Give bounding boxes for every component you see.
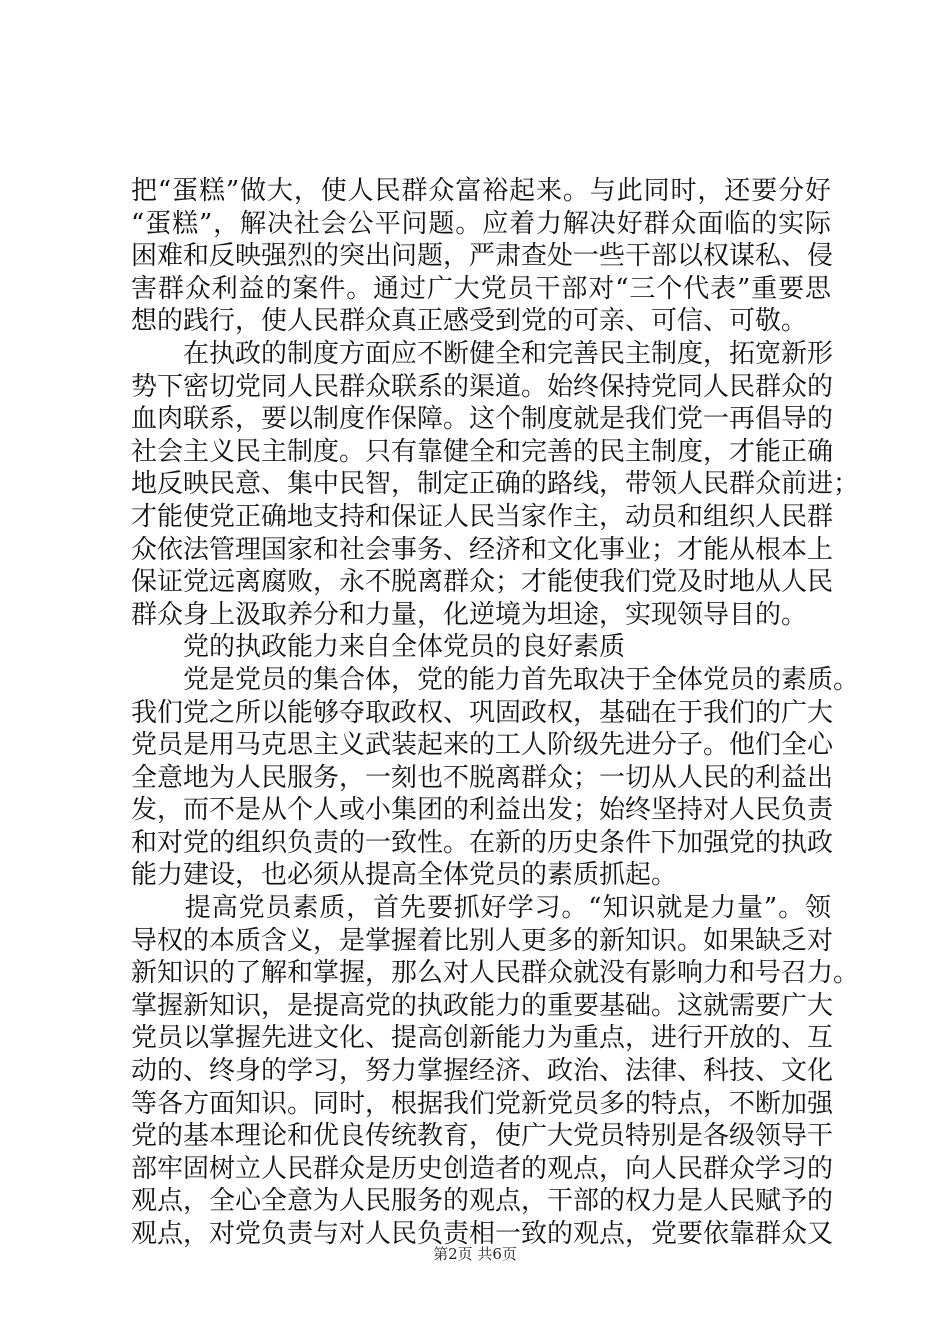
text-line: 社会主义民主制度。只有靠健全和完善的民主制度，才能正确: [131, 436, 834, 467]
text-line: 掌握新知识，是提高党的执政能力的重要基础。这就需要广大: [131, 990, 834, 1021]
text-line: 党员以掌握先进文化、提高创新能力为重点，进行开放的、互: [131, 1023, 834, 1054]
text-line: 地反映民意、集中民智，制定正确的路线，带领人民群众前进；: [131, 469, 860, 500]
text-line: 和对党的组织负责的一致性。在新的历史条件下加强党的执政: [131, 827, 834, 858]
page-footer: [0, 1244, 950, 1264]
text-line: 发，而不是从个人或小集团的利益出发；始终坚持对人民负责: [131, 795, 834, 826]
text-line: 党的基本理论和优良传统教育，使广大党员特别是各级领导干: [131, 1121, 834, 1152]
text-line: 新知识的了解和掌握，那么对人民群众就没有影响力和号召力。: [131, 958, 860, 989]
text-line: 保证党远离腐败，永不脱离群众；才能使我们党及时地从人民: [131, 567, 834, 598]
text-line: 众依法管理国家和社会事务、经济和文化事业；才能从根本上: [131, 534, 834, 565]
text-line: “蛋糕”，解决社会公平问题。应着力解决好群众面临的实际: [131, 208, 831, 239]
text-line: 想的践行，使人民群众真正感受到党的可亲、可信、可敬。: [131, 306, 808, 337]
text-line: 导权的本质含义，是掌握着比别人更多的新知识。如果缺乏对: [131, 925, 834, 956]
text-line: 部牢固树立人民群众是历史创造者的观点，向人民群众学习的: [131, 1153, 834, 1184]
text-line: 我们党之所以能够夺取政权、巩固政权，基础在于我们的广大: [131, 697, 834, 728]
text-line: 观点，对党负责与对人民负责相一致的观点，党要依靠群众又: [131, 1219, 834, 1249]
text-line: 困难和反映强烈的突出问题，严肃查处一些干部以权谋私、侵: [131, 241, 834, 272]
text-line: 把“蛋糕”做大，使人民群众富裕起来。与此同时，还要分好: [131, 176, 831, 206]
text-line: 动的、终身的学习，努力掌握经济、政治、法律、科技、文化: [131, 1056, 834, 1087]
text-line: 势下密切党同人民群众联系的渠道。始终保持党同人民群众的: [131, 371, 834, 402]
document-body: [131, 175, 860, 1251]
text-line: 等各方面知识。同时，根据我们党新党员多的特点，不断加强: [131, 1088, 834, 1119]
text-line: 群众身上汲取养分和力量，化逆境为坦途，实现领导目的。: [131, 599, 808, 630]
page-number: 第2页 共6页: [433, 1245, 517, 1263]
text-line: 能力建设，也必须从提高全体党员的素质抓起。: [131, 860, 678, 891]
text-line: 党员是用马克思主义武装起来的工人阶级先进分子。他们全心: [131, 730, 834, 761]
text-line: 党是党员的集合体，党的能力首先取决于全体党员的素质。: [131, 664, 860, 695]
text-line: 全意地为人民服务，一刻也不脱离群众；一切从人民的利益出: [131, 762, 834, 793]
text-line: 提高党员素质，首先要抓好学习。“知识就是力量”。领: [131, 893, 831, 924]
section-heading: 党的执政能力来自全体党员的良好素质: [131, 632, 626, 663]
text-line: 血肉联系，要以制度作保障。这个制度就是我们党一再倡导的: [131, 404, 834, 435]
text-line: 害群众利益的案件。通过广大党员干部对“三个代表”重要思: [131, 273, 831, 304]
text-line: 在执政的制度方面应不断健全和完善民主制度，拓宽新形: [131, 338, 834, 369]
text-line: 观点，全心全意为人民服务的观点，干部的权力是人民赋予的: [131, 1186, 834, 1217]
text-line: 才能使党正确地支持和保证人民当家作主，动员和组织人民群: [131, 501, 834, 532]
